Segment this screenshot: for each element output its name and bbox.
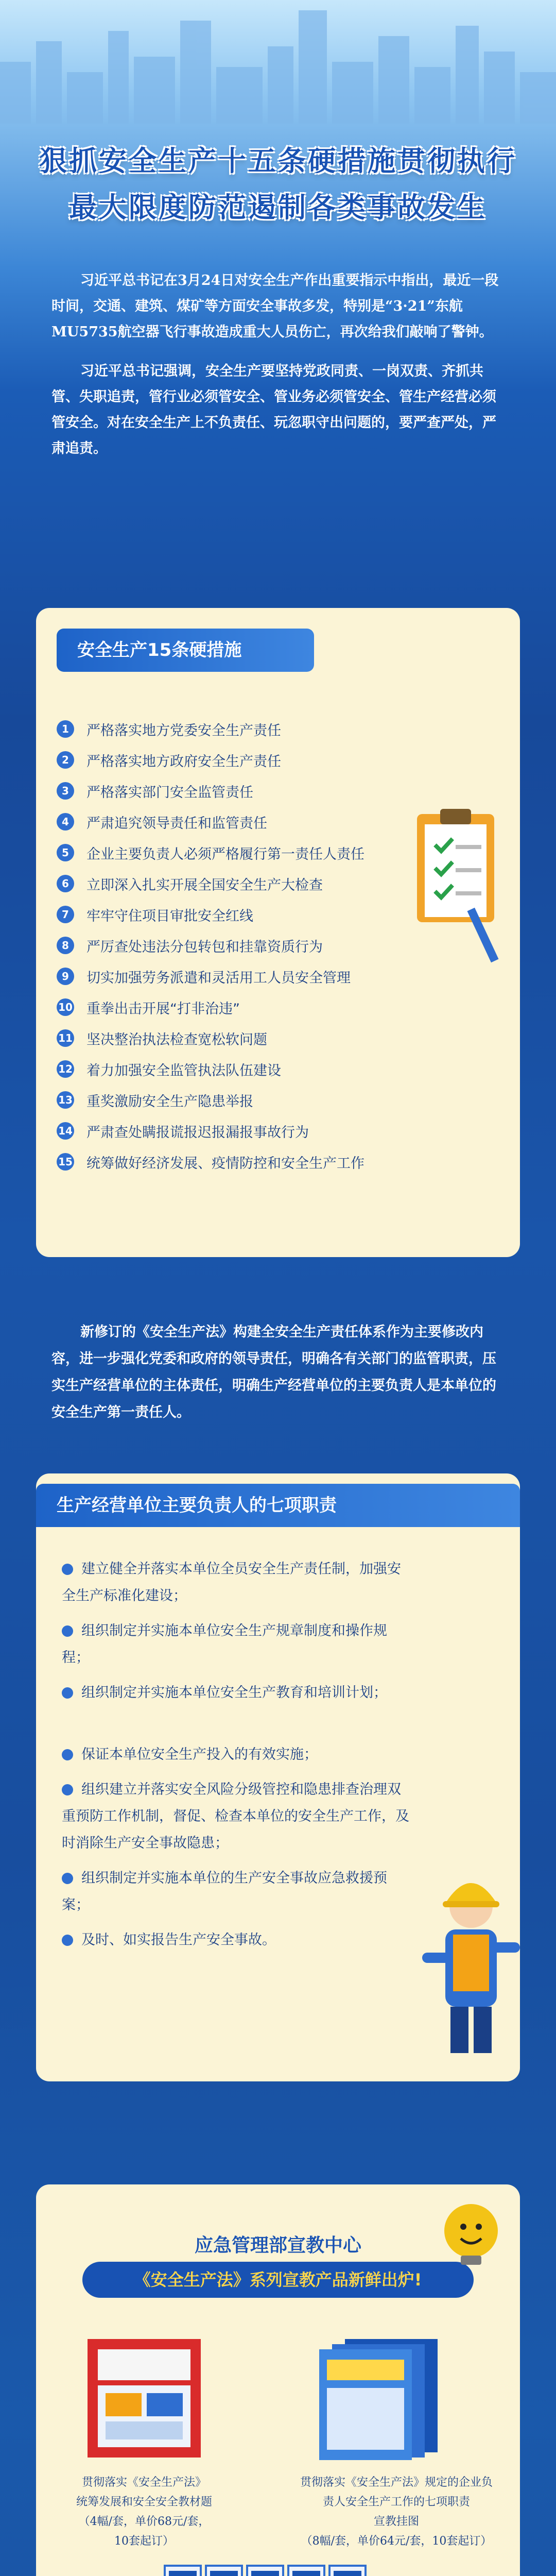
measure-text: 立即深入扎实开展全国安全生产大检查 <box>86 877 323 893</box>
intro-paragraph-1: 习近平总书记在3月24日对安全生产作出重要指示中指出，最近一段时间，交通、建筑、煤矿等方面安全事故多发，特别是“3·21”东航MU5735航空器飞行事故造成重大人员伤亡，再次给我们敲响了警钟。 <box>51 273 499 340</box>
product-2-line3: 宣教挂图 <box>373 2515 419 2528</box>
measure-number: 4 <box>57 813 74 831</box>
product-1-line4: 10套起订） <box>114 2535 174 2548</box>
measure-item <box>57 933 323 958</box>
measure-number: 15 <box>57 1153 74 1171</box>
products-banner-text: 《安全生产法》系列宣教产品新鲜出炉! <box>134 2270 422 2290</box>
product-1-line2: 统筹发展和安全安全教材题 <box>76 2496 212 2509</box>
clipboard-illustration <box>407 804 510 969</box>
measure-item <box>57 1056 281 1082</box>
measure-number: 12 <box>57 1060 74 1078</box>
duty-text: 保证本单位安全生产投入的有效实施； <box>81 1747 318 1762</box>
title-band <box>0 129 556 242</box>
bullet-icon <box>62 1687 73 1699</box>
product-1-caption <box>57 2473 232 2551</box>
measure-text: 着力加强安全监管执法队伍建设 <box>86 1062 281 1079</box>
measure-text: 统筹做好经济发展、疫情防控和安全生产工作 <box>86 1155 364 1172</box>
product-2-image <box>309 2334 453 2463</box>
duty-text: 组织制定并实施本单位安全生产规章制度和操作规程； <box>62 1623 387 1666</box>
law-paragraph: 新修订的《安全生产法》构建全安全生产责任体系作为主要修改内容，进一步强化党委和政府的领导责任，明确各有关部门的监管职责，压实生产经营单位的主体责任，明确生产经营单位的主要负责人是本单位的安全生产第一责任人。 <box>51 1324 496 1420</box>
product-2-line4: （8幅/套，单价64元/套，10套起订） <box>301 2535 492 2548</box>
product-1-line3: （4幅/套，单价68元/套， <box>78 2515 210 2528</box>
measure-text: 严格落实部门安全监管责任 <box>86 784 253 801</box>
measure-number: 9 <box>57 968 74 985</box>
measure-number: 13 <box>57 1091 74 1109</box>
bullet-icon <box>62 1749 73 1760</box>
duty-item <box>62 1776 412 1857</box>
measure-text: 重奖激励安全生产隐患举报 <box>86 1093 253 1110</box>
measure-item <box>57 778 253 804</box>
worker-illustration <box>422 1865 520 2061</box>
measure-text: 严厉查处违法分包转包和挂靠资质行为 <box>86 939 323 955</box>
measure-text: 牢牢守住项目审批安全红线 <box>86 908 253 924</box>
measure-text: 切实加强劳务派遣和灵活用工人员安全管理 <box>86 970 351 986</box>
duty-text: 组织制定并实施本单位安全生产教育和培训计划； <box>81 1685 387 1701</box>
duty-item <box>62 1927 412 1954</box>
duty-item <box>62 1741 412 1768</box>
measure-item <box>57 1087 253 1113</box>
lightbulb-mascot-icon <box>432 2195 510 2267</box>
measure-item <box>57 809 267 835</box>
product-1-image <box>77 2334 211 2463</box>
measure-number: 1 <box>57 720 74 738</box>
intro-paragraph-2: 习近平总书记强调，安全生产要坚持党政同责、一岗双责、齐抓共管、失职追责，管行业必须管安全、管业务必须管安全、管生产经营必须管安全。对在安全生产上不负责任、玩忽职守出问题的，要严查严处，严肃追责。 <box>51 363 496 456</box>
measure-text: 严肃追究领导责任和监管责任 <box>86 815 267 832</box>
product-1-line1: 贯彻落实《安全生产法》 <box>81 2476 206 2489</box>
measure-item <box>57 716 281 742</box>
measure-number: 3 <box>57 782 74 800</box>
measure-text: 重拳出击开展“打非治违” <box>86 1001 240 1017</box>
duty-text: 组织建立并落实安全风险分级管控和隐患排查治理双重预防工作机制，督促、检查本单位的安全生产工作，及时消除生产安全事故隐患； <box>62 1782 409 1851</box>
measure-number: 2 <box>57 751 74 769</box>
measure-item <box>57 994 240 1020</box>
duty-item <box>62 1865 412 1919</box>
bullet-icon <box>62 1935 73 1946</box>
duty-text: 及时、如实报告生产安全事故。 <box>81 1932 276 1948</box>
city-skyline-decoration <box>0 0 556 124</box>
measure-item <box>57 902 253 927</box>
duty-item <box>62 1680 412 1706</box>
duty-text: 建立健全并落实本单位全员安全生产责任制，加强安全生产标准化建设； <box>62 1561 401 1604</box>
measure-number: 6 <box>57 875 74 892</box>
products-org: 应急管理部宣教中心 <box>194 2235 361 2256</box>
measure-number: 10 <box>57 998 74 1016</box>
measure-number: 5 <box>57 844 74 861</box>
measure-text: 严肃查处瞒报谎报迟报漏报事故行为 <box>86 1124 309 1141</box>
intro-section <box>51 268 505 462</box>
measure-number: 11 <box>57 1029 74 1047</box>
measure-text: 企业主要负责人必须严格履行第一责任人责任 <box>86 846 364 862</box>
product-2-line1: 贯彻落实《安全生产法》规定的企业负 <box>300 2476 493 2489</box>
measure-text: 严格落实地方党委安全生产责任 <box>86 722 281 739</box>
measure-item <box>57 1118 309 1144</box>
measure-item <box>57 1025 267 1051</box>
measure-item <box>57 963 351 989</box>
products-banner <box>82 2262 474 2298</box>
measure-item <box>57 871 323 896</box>
bullet-icon <box>62 1784 73 1795</box>
duty-item <box>62 1556 412 1609</box>
measure-item <box>57 1149 364 1175</box>
bullet-icon <box>62 1873 73 1884</box>
measure-item <box>57 747 281 773</box>
duty-text: 组织制定并实施本单位的生产安全事故应急救援预案； <box>62 1870 387 1913</box>
duty-item <box>62 1618 412 1671</box>
page-title-line1: 狠抓安全生产十五条硬措施贯彻执行 <box>39 144 517 177</box>
duties-heading: 生产经营单位主要负责人的七项职责 <box>36 1484 520 1527</box>
product-2-line2: 责人安全生产工作的七项职责 <box>322 2496 470 2509</box>
measure-text: 坚决整治执法检查宽松软问题 <box>86 1031 267 1048</box>
bullet-icon <box>62 1625 73 1637</box>
measures-heading: 安全生产15条硬措施 <box>57 629 314 672</box>
bullet-icon <box>62 1564 73 1575</box>
measure-number: 7 <box>57 906 74 923</box>
page-title-line2: 最大限度防范遏制各类事故发生 <box>69 191 487 224</box>
measure-text: 严格落实地方政府安全生产责任 <box>86 753 281 770</box>
measure-number: 14 <box>57 1122 74 1140</box>
product-3-image <box>154 2555 371 2576</box>
measure-number: 8 <box>57 937 74 954</box>
product-2-caption <box>288 2473 505 2551</box>
measure-item <box>57 840 364 866</box>
